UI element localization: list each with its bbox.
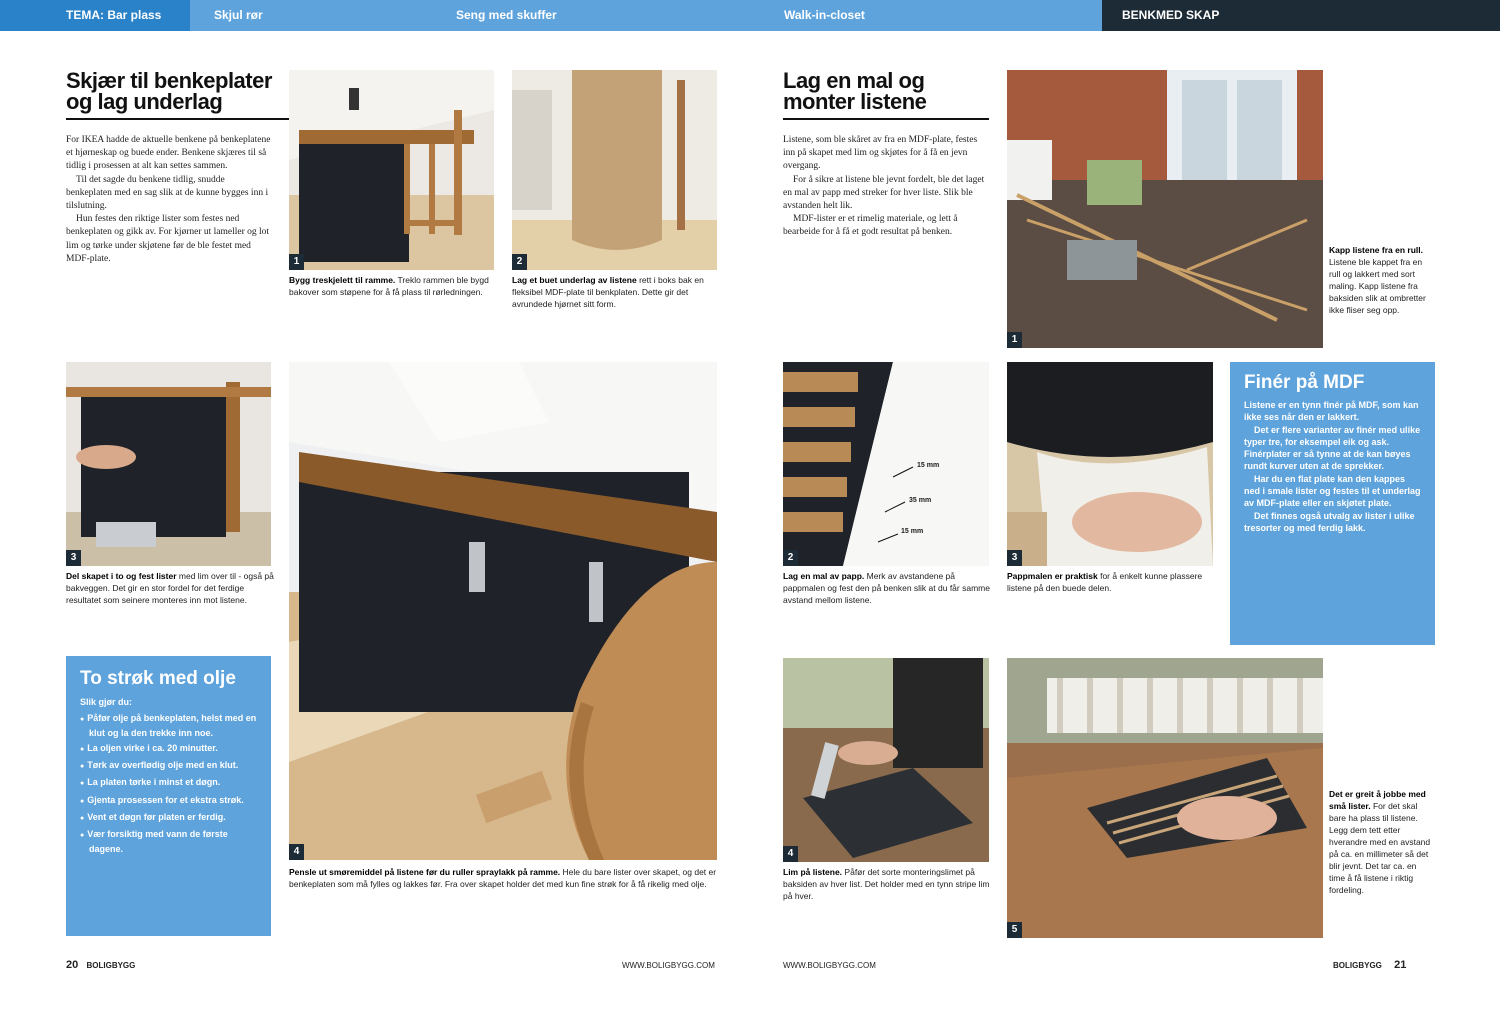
left-body-text xyxy=(66,134,272,266)
photo-number: 3 xyxy=(66,550,81,566)
template-mark-label: 15 mm xyxy=(917,462,940,469)
caption-bold: Lim på listene. xyxy=(783,867,843,877)
photo-painting-cabinet xyxy=(66,362,271,566)
photo-cutting-strips xyxy=(1007,70,1323,348)
photo-number: 1 xyxy=(1007,332,1022,348)
caption-bold: Lag en mal av papp. xyxy=(783,571,865,581)
left-footer xyxy=(66,959,135,971)
right-body-paragraph: For å sikre at listene ble jevnt fordelt, ble det laget en mal av papp med streker for hver liste. Slik ble avstanden helt lik. xyxy=(783,174,985,212)
photo-number: 3 xyxy=(1007,550,1022,566)
photo-number: 4 xyxy=(783,846,798,862)
right-heading xyxy=(783,70,926,112)
right-footer xyxy=(1333,959,1406,971)
caption-text: For det skal bare ha plass til listene. Legg dem tett etter hverandre med en avstand på ca. en millimeter så det blir jevnt. Det tar ca. en time å få listene i riktig fordeling. xyxy=(1329,801,1431,895)
left-page-number: 20 xyxy=(66,959,79,971)
photo-wood-frame xyxy=(289,70,494,270)
caption-glue-strips xyxy=(783,866,993,902)
right-heading-line1: Lag en mal og xyxy=(783,68,925,93)
caption-cardboard-template xyxy=(783,570,993,606)
caption-painting-cabinet xyxy=(66,570,276,606)
oil-step-item: ● Vent et døgn før platen er ferdig. xyxy=(80,811,259,825)
caption-finished-countertop xyxy=(289,866,717,890)
left-heading-line1: Skjær til benkeplater xyxy=(66,68,272,93)
right-body-text xyxy=(783,134,989,240)
photo-glue-strips xyxy=(783,658,989,862)
caption-text: rett i boks bak en fleksibel MDF-plate til benkplaten. Dette gir det avrundede hjørnet sitt form. xyxy=(512,275,704,309)
left-body-paragraph: For IKEA hadde de aktuelle benkene på benkeplatene et hjørneskap og buede ender. Benkene skjæres til så tidlig i prosessen at alt kan settes sammen. xyxy=(66,135,271,172)
caption-text: Listene ble kappet fra en rull og lakkert med sort maling. Kapp listene fra baksiden slik at ombretter ikke fliser seg opp. xyxy=(1329,257,1426,315)
caption-text: Hele du bare lister over skapet, og det er benkeplaten som må fylles og lakkes før. Fra over skapet holder det med kun fine strøk for å få rikelig med olje. xyxy=(289,867,717,889)
oil-info-box xyxy=(66,656,271,936)
photo-mounting-strips xyxy=(1007,658,1323,938)
caption-bold: Det er greit å jobbe med små lister. xyxy=(1329,789,1426,811)
right-footer-url[interactable]: WWW.BOLIGBYGG.COM xyxy=(783,961,876,970)
left-heading-line2: og lag underlag xyxy=(66,89,223,114)
veneer-box-title: Finér på MDF xyxy=(1244,372,1365,393)
caption-bold: Lag et buet underlag av listene xyxy=(512,275,637,285)
caption-wood-frame xyxy=(289,274,499,298)
section-label: BENKMED SKAP xyxy=(1122,8,1220,22)
caption-template-curve xyxy=(1007,570,1217,594)
caption-text: Treklo rammen ble bygd bakover som støpene for å få plass til rørledningen. xyxy=(289,275,489,297)
left-body-paragraph: Hun festes den riktige lister som festes ned benkeplaten og gikk av. For kjørner ut lameller og lot lim og tørke under skjøtene før de ble festet med MDF-plate. xyxy=(66,214,270,264)
caption-mounting-strips xyxy=(1329,788,1433,896)
oil-step-item: ● La platen tørke i minst et døgn. xyxy=(80,776,259,790)
left-body-paragraph: Til det sagde du benkene tidlig, snudde benkeplaten med en sag slik at de kunne bygges inn i tilslutning. xyxy=(66,174,269,212)
right-magazine-name: BOLIGBYGG xyxy=(1333,961,1382,970)
caption-text: for å enkelt kunne plassere listene på den buede delen. xyxy=(1007,571,1203,593)
photo-number: 1 xyxy=(289,254,304,270)
top-nav xyxy=(0,0,1500,31)
oil-steps-list xyxy=(80,712,259,855)
right-heading-line2: monter listene xyxy=(783,89,927,114)
left-heading-rule xyxy=(66,118,298,120)
photo-number: 5 xyxy=(1007,922,1022,938)
nav-tab-pipes[interactable]: Skjul rør xyxy=(214,8,263,22)
photo-number: 2 xyxy=(783,550,798,566)
veneer-paragraph: Har du en flat plate kan den kappes ned i smale lister og festes til et underlag av MDF-plate eller en skjøtet plate. xyxy=(1244,473,1421,509)
caption-text: med lim over til - også på bakveggen. Det gir en stor fordel for det ferdige resultatet som seinere monteres inn mot listene. xyxy=(66,571,274,605)
oil-step-item: ● Vær forsiktig med vann de første dagene. xyxy=(80,828,259,855)
oil-step-item: ● Gjenta prosessen for et ekstra strøk. xyxy=(80,794,259,808)
caption-curved-mdf xyxy=(512,274,722,310)
template-mark-label: 35 mm xyxy=(909,497,932,504)
photo-cardboard-template xyxy=(783,362,989,566)
oil-step-item: ● Påfør olje på benkeplaten, helst med en klut og la den trekke inn noe. xyxy=(80,712,259,739)
veneer-paragraph: Det er flere varianter av finér med ulike typer tre, for eksempel eik og ask. Finérplater er så tynne at de kan bøyes rundt kurver uten at de sprekker. xyxy=(1244,424,1421,472)
photo-finished-countertop xyxy=(289,362,717,860)
caption-bold: Pappmalen er praktisk xyxy=(1007,571,1098,581)
oil-box-title: To strøk med olje xyxy=(80,668,236,689)
nav-tab-closet[interactable]: Walk-in-closet xyxy=(784,8,865,22)
left-footer-url[interactable]: WWW.BOLIGBYGG.COM xyxy=(622,961,715,970)
caption-cutting-strips xyxy=(1329,244,1433,316)
right-body-paragraph: MDF-lister er et rimelig materiale, og lett å bearbeide for å få et godt resultat på benken. xyxy=(783,214,958,238)
nav-tab-theme[interactable]: TEMA: Bar plass xyxy=(0,0,190,31)
photo-template-curve xyxy=(1007,362,1213,566)
oil-step-item: ● La oljen virke i ca. 20 minutter. xyxy=(80,742,259,756)
caption-bold: Bygg treskjelett til ramme. xyxy=(289,275,396,285)
caption-text: Merk av avstandene på pappmalen og fest den på benken slik at du får samme avstand mellom listene. xyxy=(783,571,990,605)
right-page-number: 21 xyxy=(1394,959,1407,971)
left-heading xyxy=(66,70,272,112)
photo-number: 2 xyxy=(512,254,527,270)
veneer-paragraph: Listene er en tynn finér på MDF, som kan ikke ses når den er lakkert. xyxy=(1244,400,1419,423)
photo-curved-mdf xyxy=(512,70,717,270)
nav-tab-bed[interactable]: Seng med skuffer xyxy=(456,8,557,22)
left-magazine-name: BOLIGBYGG xyxy=(86,961,136,970)
right-body-paragraph: Listene, som ble skåret av fra en MDF-plate, festes inn på skapet med lim og skjøtes for å få en jevn overgang. xyxy=(783,135,978,172)
right-heading-rule xyxy=(783,118,989,120)
section-label-block xyxy=(1102,0,1500,31)
caption-text: Påfør det sorte monteringslimet på baksiden av hver list. Det holder med en tynn stripe lim på hver. xyxy=(783,867,990,901)
veneer-box-text xyxy=(1244,399,1423,534)
template-mark-label: 15 mm xyxy=(901,528,924,535)
caption-bold: Pensle ut smøremiddel på listene før du ruller spraylakk på ramme. xyxy=(289,867,561,877)
veneer-info-box xyxy=(1230,362,1435,645)
caption-bold: Del skapet i to og fest lister xyxy=(66,571,177,581)
oil-box-intro: Slik gjør du: xyxy=(80,697,133,707)
caption-bold: Kapp listene fra en rull. xyxy=(1329,245,1423,255)
oil-step-item: ● Tørk av overflødig olje med en klut. xyxy=(80,759,259,773)
photo-number: 4 xyxy=(289,844,304,860)
veneer-paragraph: Det finnes også utvalg av lister i ulike tresorter og med ferdig lakk. xyxy=(1244,510,1415,533)
